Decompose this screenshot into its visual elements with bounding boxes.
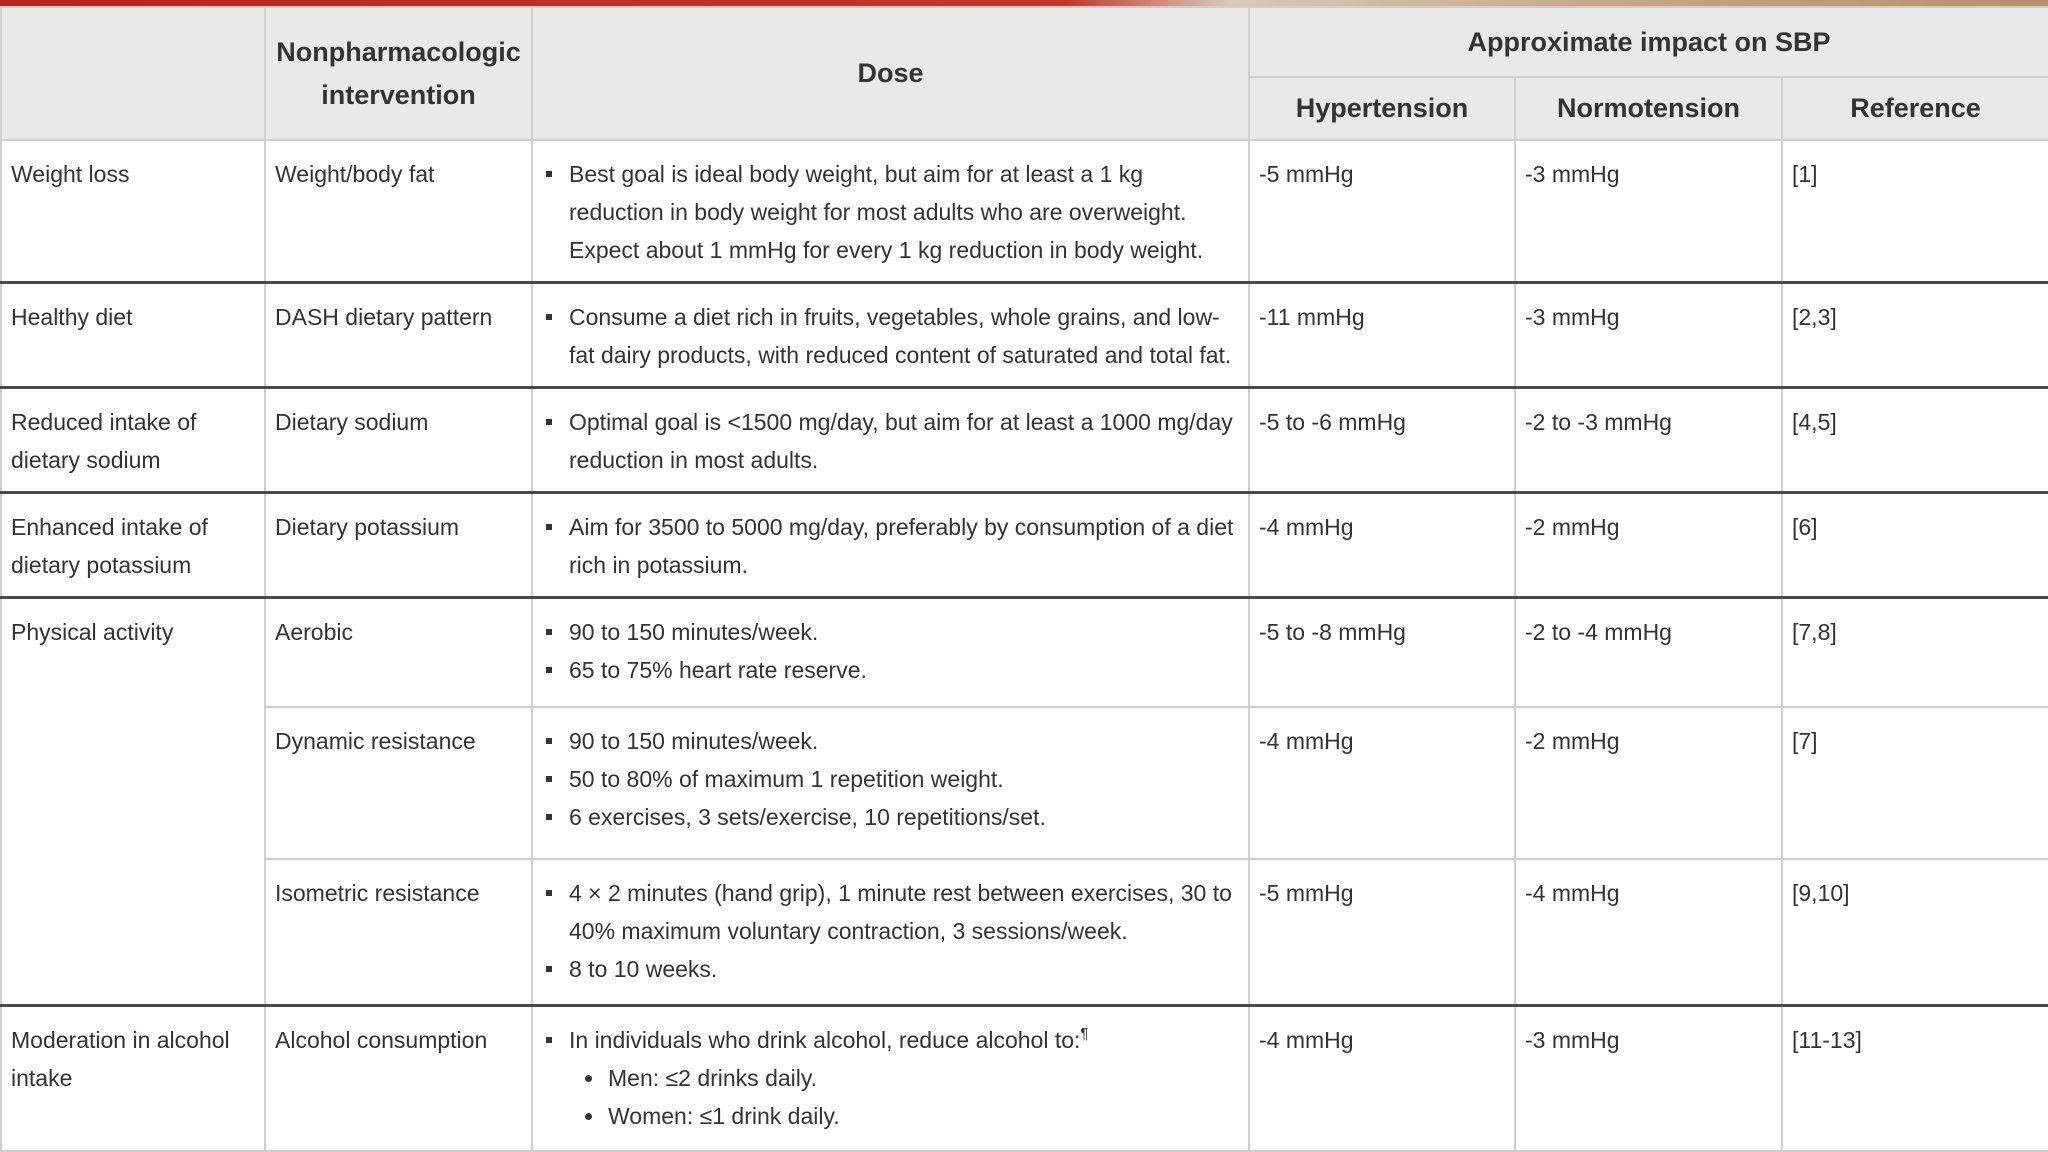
dose-item	[542, 1021, 1239, 1135]
dose-cell	[532, 140, 1249, 283]
category-cell: Reduced intake of dietary sodium	[1, 388, 265, 493]
hypertension-cell: -5 to -6 mmHg	[1249, 388, 1515, 493]
table-row	[1, 283, 2048, 388]
normotension-cell: -2 mmHg	[1515, 707, 1782, 859]
dose-item: 6 exercises, 3 sets/exercise, 10 repetitions/set.	[542, 798, 1239, 836]
normotension-cell: -2 mmHg	[1515, 493, 1782, 598]
table-row	[1, 493, 2048, 598]
header-intervention: Nonpharmacologic intervention	[265, 7, 532, 140]
normotension-cell: -2 to -3 mmHg	[1515, 388, 1782, 493]
dose-item: 8 to 10 weeks.	[542, 950, 1239, 988]
hypertension-cell: -5 to -8 mmHg	[1249, 598, 1515, 707]
dose-item: Best goal is ideal body weight, but aim for at least a 1 kg reduction in body weight for most adults who are overweight. Expect about 1 mmHg for every 1 kg reduction in body weight.	[542, 155, 1239, 269]
dose-cell	[532, 1006, 1249, 1152]
hypertension-cell: -4 mmHg	[1249, 493, 1515, 598]
category-cell: Moderation in alcohol intake	[1, 1006, 265, 1152]
footnote-mark: ¶	[1080, 1025, 1089, 1042]
dose-item: 4 × 2 minutes (hand grip), 1 minute rest between exercises, 30 to 40% maximum voluntary contraction, 3 sessions/week.	[542, 874, 1239, 950]
reference-cell: [7,8]	[1782, 598, 2048, 707]
normotension-cell: -3 mmHg	[1515, 140, 1782, 283]
dose-cell	[532, 859, 1249, 1006]
intervention-cell: Dietary sodium	[265, 388, 532, 493]
normotension-cell: -3 mmHg	[1515, 1006, 1782, 1152]
dose-cell	[532, 707, 1249, 859]
header-category	[1, 7, 265, 140]
hypertension-cell: -11 mmHg	[1249, 283, 1515, 388]
category-cell: Physical activity	[1, 598, 265, 1006]
dose-item: Consume a diet rich in fruits, vegetables, whole grains, and low-fat dairy products, with reduced content of saturated and total fat.	[542, 298, 1239, 374]
hypertension-cell: -4 mmHg	[1249, 707, 1515, 859]
sbp-interventions-table	[0, 6, 2048, 1152]
dose-subitem: Men: ≤2 drinks daily.	[581, 1059, 1239, 1097]
intervention-cell: Alcohol consumption	[265, 1006, 532, 1152]
dose-item: 90 to 150 minutes/week.	[542, 722, 1239, 760]
dose-item: Optimal goal is <1500 mg/day, but aim for at least a 1000 mg/day reduction in most adults.	[542, 403, 1239, 479]
dose-item: 65 to 75% heart rate reserve.	[542, 651, 1239, 689]
category-cell: Enhanced intake of dietary potassium	[1, 493, 265, 598]
table-row	[1, 598, 2048, 707]
dose-cell	[532, 598, 1249, 707]
header-impact: Approximate impact on SBP	[1249, 7, 2048, 77]
intervention-cell: Dynamic resistance	[265, 707, 532, 859]
intervention-cell: Weight/body fat	[265, 140, 532, 283]
dose-cell	[532, 388, 1249, 493]
category-cell: Weight loss	[1, 140, 265, 283]
reference-cell: [6]	[1782, 493, 2048, 598]
reference-cell: [1]	[1782, 140, 2048, 283]
intervention-cell: DASH dietary pattern	[265, 283, 532, 388]
dose-item: 50 to 80% of maximum 1 repetition weight.	[542, 760, 1239, 798]
header-hypertension: Hypertension	[1249, 77, 1515, 140]
table-row	[1, 140, 2048, 283]
dose-item-text: In individuals who drink alcohol, reduce alcohol to:	[569, 1027, 1081, 1053]
intervention-cell: Dietary potassium	[265, 493, 532, 598]
dose-item: 90 to 150 minutes/week.	[542, 613, 1239, 651]
reference-cell: [7]	[1782, 707, 2048, 859]
normotension-cell: -4 mmHg	[1515, 859, 1782, 1006]
table-row	[1, 1006, 2048, 1152]
category-cell: Healthy diet	[1, 283, 265, 388]
header-normotension: Normotension	[1515, 77, 1782, 140]
normotension-cell: -3 mmHg	[1515, 283, 1782, 388]
dose-cell	[532, 283, 1249, 388]
table-row	[1, 388, 2048, 493]
header-reference: Reference	[1782, 77, 2048, 140]
dose-item: Aim for 3500 to 5000 mg/day, preferably by consumption of a diet rich in potassium.	[542, 508, 1239, 584]
normotension-cell: -2 to -4 mmHg	[1515, 598, 1782, 707]
table-row	[1, 707, 2048, 859]
intervention-cell: Isometric resistance	[265, 859, 532, 1006]
hypertension-cell: -4 mmHg	[1249, 1006, 1515, 1152]
dose-cell	[532, 493, 1249, 598]
table-row	[1, 859, 2048, 1006]
reference-cell: [4,5]	[1782, 388, 2048, 493]
hypertension-cell: -5 mmHg	[1249, 859, 1515, 1006]
reference-cell: [2,3]	[1782, 283, 2048, 388]
reference-cell: [9,10]	[1782, 859, 2048, 1006]
dose-subitem: Women: ≤1 drink daily.	[581, 1097, 1239, 1135]
reference-cell: [11-13]	[1782, 1006, 2048, 1152]
hypertension-cell: -5 mmHg	[1249, 140, 1515, 283]
header-dose: Dose	[532, 7, 1249, 140]
intervention-cell: Aerobic	[265, 598, 532, 707]
